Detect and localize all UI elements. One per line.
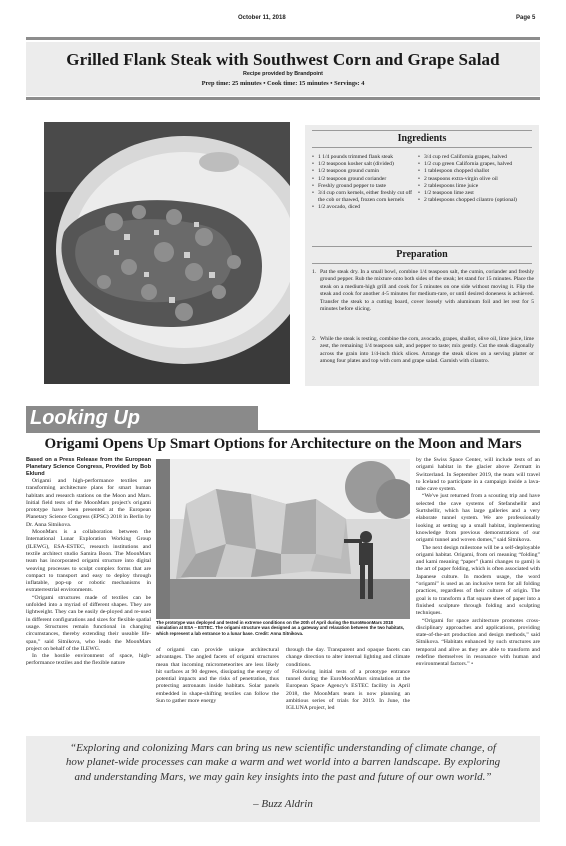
page-number: Page 5 [516,15,536,21]
article-paragraph: through the day. Transparent and opaque facets can change direction to alter internal lighting and climate conditions. [286,647,410,668]
ingredients-heading: Ingredients [397,133,447,144]
ingredients-rule-bottom [312,147,532,148]
article-paragraph: Origami and high-performance textiles are transforming architecture plans for smart human habitats and research stations on the Moon and Mars. Initial field tests of the MoonMars project's origami prototype have been presented at the European Planetary Science Congress (EPSC) 2018 in Berlin by Dr. Anna Sitnikova. [26,478,151,528]
article-byline: Based on a Press Release from the European Planetary Science Congress, Provided by Bob Eklund [26,457,151,477]
ingredient-item: • 3/4 cup corn kernels, either freshly cut off the cob or thawed, frozen corn kernels [318,190,418,204]
section-label: Looking Up [26,406,258,430]
recipe-meta: Prep time: 25 minutes • Cook time: 15 minutes • Servings: 4 [201,80,365,87]
recipe-bottom-rule [26,97,540,100]
preparation-heading: Preparation [396,249,448,260]
preparation-rule-bottom [312,263,532,264]
steak-plate-illustration [44,122,290,384]
step-number: 1. [312,269,317,275]
section-rule [26,430,540,433]
article-column-3 [286,647,410,713]
recipe-credit: Recipe provided by Brandpoint [243,71,323,77]
top-rule [26,37,540,40]
article-paragraph: The next design milestone will be a self-deployable origami habitat. Origami, from ori meaning “folding” and kami meaning “paper” (kami changes to gami) is the art of paper folding, which is often associated with Japanese culture. In modern usage, the word “origami” is used as an inclusive term for all folding practices, regardless of their culture of origin. The goal is to transform a flat square sheet of paper into a finished sculpture through folding and sculpting techniques. [416,544,540,617]
ingredients-list-right [418,154,536,204]
recipe-title: Grilled Flank Steak with Southwest Corn and Grape Salad [66,50,500,69]
article-paragraph: “Origami for space architecture promotes cross-disciplinary approaches and applications, providing state-of-the-art production and design methods,” said Sitnikova. “Habitats enhanced by such structures are temporal and alive as they are able to transform and redefine themselves in resonance with human and environmental factors.” • [416,617,540,668]
steak-photo [44,122,290,384]
ingredient-item: • Freshly ground pepper to taste [318,183,418,190]
ingredient-item: • 1/2 teaspoon ground coriander [318,176,418,183]
preparation-rule-top [312,246,532,247]
step-text: While the steak is resting, combine the corn, avocado, grapes, shallot, olive oil, lime juice, lime zest, the remaining 1/4 teaspoon salt, and pepper to taste; mix gently. Cut the steak diagonally across the grain into 1/4-inch thick slices. Arrange the steak slices on a serving platter or among four plates and top with corn and grape salad. Garnish with cilantro. [320,336,534,365]
article-column-4 [416,457,540,669]
ingredient-item: • 2 teaspoons extra-virgin olive oil [424,176,536,183]
ingredients-rule-top [312,130,532,131]
article-paragraph: by the Swiss Space Center, will include tests of an origami habitat in the glacier above Zermatt in Switzerland. In September 2019, the team will travel to Iceland to participate in a campaign inside a lava-tube cave system. [416,457,540,493]
origami-tent-photo [156,459,410,619]
ingredient-item: • 1/2 teaspoon kosher salt (divided) [318,161,418,168]
article-column-2 [156,647,279,705]
ingredient-item: • 1/2 teaspoon lime zest [424,190,536,197]
ingredient-item: • 1 tablespoon chopped shallot [424,168,536,175]
ingredient-item: • 1/2 teaspoon ground cumin [318,168,418,175]
article-paragraph: In the hostile environment of space, high-performance textiles and the flexible nature [26,653,151,667]
origami-tent-illustration [156,459,410,619]
ingredient-item: • 1/2 avocado, diced [318,204,418,211]
quote-author: – Buzz Aldrin [253,798,313,810]
article-paragraph: “Origami structures made of textiles can be unfolded into a myriad of different shapes. They are lightweight. They can be easily de-ployed and re-used in different configurations and sizes for flexible spatial usage. Structures remain functional in changing circumstances, thereby extending their useable life-span,” said Sitnikova, who leads the MoonMars project on behalf of the ILEWG. [26,594,151,652]
ingredient-item: • 2 tablespoons lime juice [424,183,536,190]
ingredient-item: • 2 tablespoons chopped cilantro (optional) [424,197,536,204]
preparation-step [312,269,534,313]
step-text: Pat the steak dry. In a small bowl, combine 1/4 teaspoon salt, the cumin, coriander and freshly ground pepper. Rub the mixture onto both sides of the steak; let stand for 15 minutes. Place the steak on a medium-high grill and cook for 5 minutes on one side without moving it. Flip the steak and cook for another 4-5 minutes for medium-rare, or until desired doneness is achieved. Transfer the steak to a cutting board, cover loosely with aluminum foil and let rest for 5 minutes before slicing. [320,269,534,313]
article-column-1 [26,457,151,668]
preparation-step [312,336,534,366]
step-number: 2. [312,336,317,342]
article-paragraph: “We've just returned from a scouting trip and have selected the cave systems of Stefanshellir and Surtshellir, which has large galleries and a very elaborate tunnel system. We are professionally looking at setting up a small habitat, implementing knowledge from previous demonstrations of our origami tunnel and woven domes,” said Sitnikova. [416,493,540,544]
ingredient-item: • 3/4 cup red California grapes, halved [424,154,536,161]
photo-caption: The prototype was deployed and tested in extreme conditions on the 20th of April during the EuroMoonMars 2018 simulation at ESA – ESTEC. The origami structure was designed as a gateway and relaxation between the two habitats, which represent a lab entrance to a lunar base. Credit: Anna Sitnikova. [156,620,405,636]
ingredient-item: • 1/2 cup green California grapes, halved [424,161,536,168]
article-title: Origami Opens Up Smart Options for Architecture on the Moon and Mars [44,436,522,452]
ingredients-list-left [312,154,418,212]
ingredient-item: • 1 1/4 pounds trimmed flank steak [318,154,418,161]
issue-date: October 11, 2018 [238,15,286,21]
article-paragraph: Following initial tests of a prototype entrance tunnel during the EuroMoonMars simulation at the European Space Agency's ESTEC facility in April 2018, the MoonMars team is now planning an ambitious series of trials for 2019. In June, the IGLUNA project, led [286,668,410,712]
article-paragraph: of origami can provide unique architectural advantages. The angled facets of origami structures mean that incoming micrometeorites are less likely hit surfaces at 90 degrees, dissipating the energy of potential impacts and the risks of penetration, thus protecting astronauts inside habitats. Solar panels embedded in shape-shifting textiles can follow the Sun to gather more energy [156,647,279,705]
article-paragraph: MoonMars is a collaboration between the International Lunar Exploration Working Group (ILEWG), ESA-ESTEC, research institutions and textile architect studio Samira Boon. The MoonMars team has incorporated origami structure into digital weaving processes to sculpt complex forms that are compact to transport and easy to deploy through inflatable, pop-up or robotic mechanisms in extraterrestrial environments. [26,529,151,594]
pull-quote: “Exploring and colonizing Mars can bring us new scientific understanding of climate change, of how planet-wide processes can make a warm and wet world into a barren landscape. By exploring and understanding Mars, we may gain key insights into the past and future of our own world.” [65,742,501,783]
